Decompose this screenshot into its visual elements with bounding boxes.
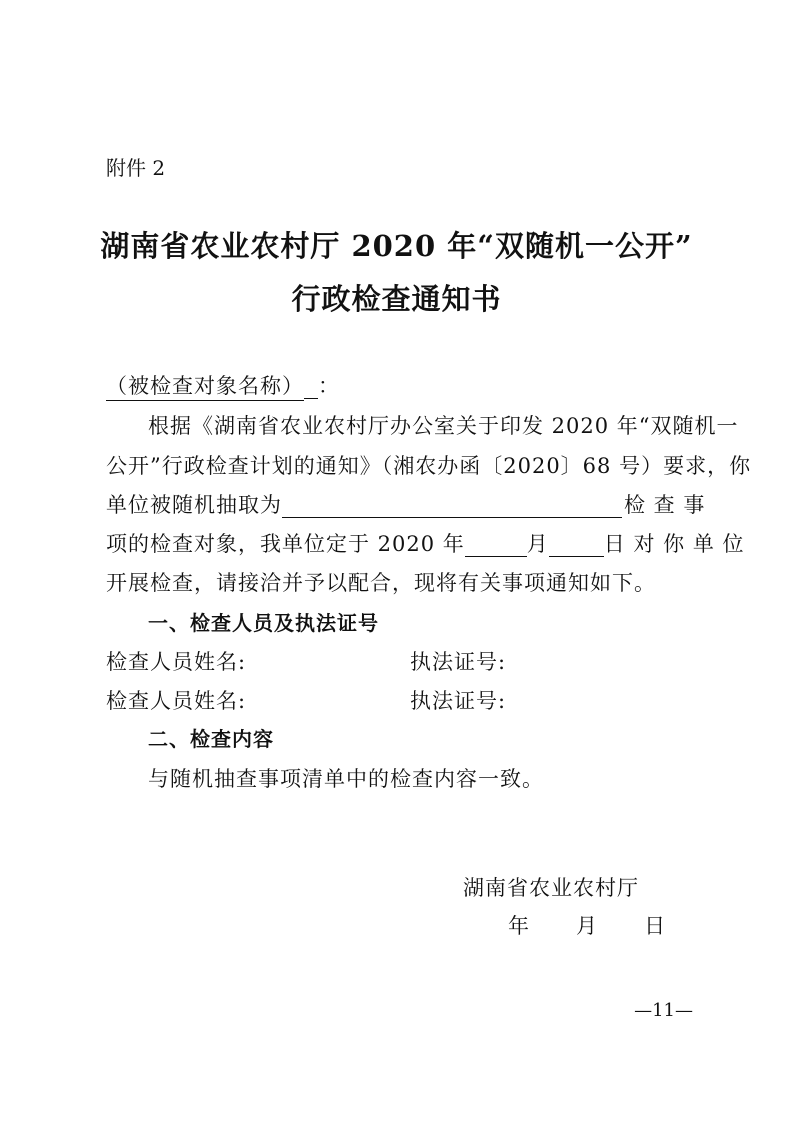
cert-number-label: 执法证号: [410,689,507,713]
day-blank [549,532,604,557]
page-number: —11— [634,1000,693,1021]
check-item-blank [282,493,622,518]
issuing-organization: 湖南省农业农村厅 [463,876,639,900]
inspector-name-label: 检查人员姓名: [106,689,247,713]
attachment-label: 附件 2 [106,156,166,180]
document-title-line-2: 行政检查通知书 [291,282,502,316]
paragraph-line-4-a: 项的检查对象，我单位定于 2020 年 [106,532,465,556]
paragraph-line-4-c: 日 对 你 单 位 [603,532,745,556]
paragraph-line-3 [106,489,705,519]
paragraph-line-3-start: 单位被随机抽取为 [106,493,282,517]
section-2-body: 与随机抽查事项清单中的检查内容一致。 [148,767,544,791]
paragraph-line-4 [106,528,745,558]
paragraph-line-1: 根据《湖南省农业农村厅办公室关于印发 2020 年“双随机一 [148,414,739,438]
month-blank [465,532,527,557]
section-2-heading: 二、检查内容 [148,727,274,751]
paragraph-line-3-end: 检 查 事 [624,493,706,517]
addressee-line [106,370,340,401]
document-title-line-1: 湖南省农业农村厅 2020 年“双随机一公开” [100,229,693,263]
addressee-colon: ： [318,374,340,398]
paragraph-line-5: 开展检查，请接洽并予以配合，现将有关事项通知如下。 [106,571,656,595]
section-1-heading: 一、检查人员及执法证号 [148,611,379,635]
cert-number-label: 执法证号: [410,650,507,674]
paragraph-line-2: 公开”行政检查计划的通知》（湘农办函〔2020〕68 号）要求，你 [106,454,752,478]
issue-date: 年 月 日 [508,914,667,938]
inspector-name-label: 检查人员姓名: [106,650,247,674]
addressee-field: （被检查对象名称） [106,370,304,401]
paragraph-line-4-b: 月 [526,532,549,556]
